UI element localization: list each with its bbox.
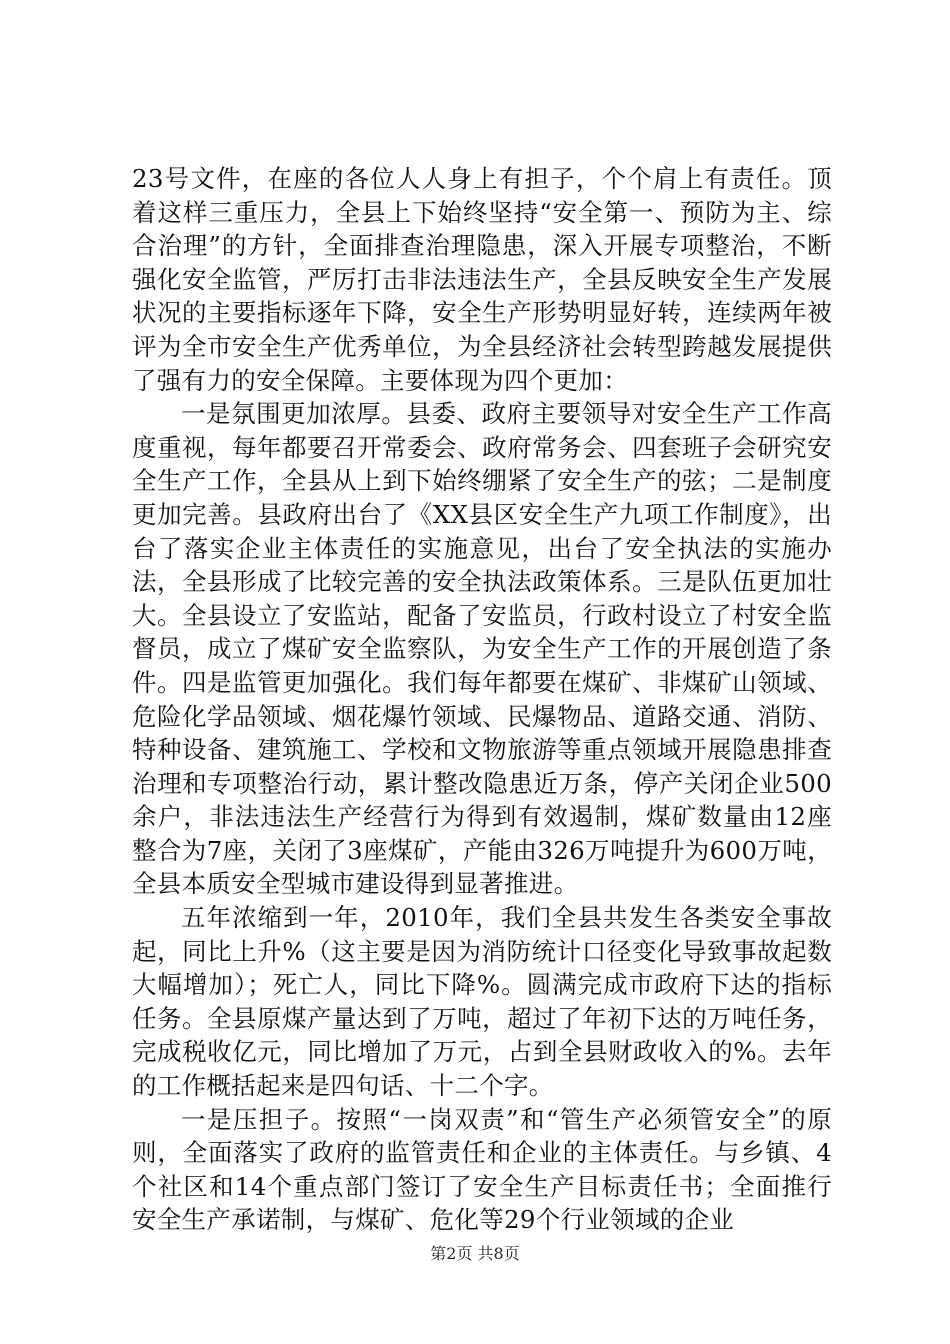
paragraph-3: 五年浓缩到一年，2010年，我们全县共发生各类安全事故起，同比上升%（这主要是因为消防统计口径变化导致事故起数大幅增加）；死亡人，同比下降%。圆满完成市政府下达的指标任务。全县原煤产量达到了万吨，超过了年初下达的万吨任务，完成税收亿元，同比增加了万元，占到全县财政收入的%。去年的工作概括起来是四句话、十二个字。 — [132, 903, 832, 1101]
paragraph-2: 一是氛围更加浓厚。县委、政府主要领导对安全生产工作高度重视，每年都要召开常委会、政府常务会、四套班子会研究安全生产工作，全县从上到下始终绷紧了安全生产的弦；二是制度更加完善。县政府出台了《XX县区安全生产九项工作制度》，出台了落实企业主体责任的实施意见，出台了安全执法的实施办法，全县形成了比较完善的安全执法政策体系。三是队伍更加壮大。全县设立了安监站，配备了安监员，行政村设立了村安全监督员，成立了煤矿安全监察队，为安全生产工作的开展创造了条件。四是监管更加强化。我们每年都要在煤矿、非煤矿山领域、危险化学品领域、烟花爆竹领域、民爆物品、道路交通、消防、特种设备、建筑施工、学校和文物旅游等重点领域开展隐患排查治理和专项整治行动，累计整改隐患近万条，停产关闭企业500余户，非法违法生产经营行为得到有效遏制，煤矿数量由12座整合为7座，关闭了3座煤矿，产能由326万吨提升为600万吨，全县本质安全型城市建设得到显著推进。 — [132, 399, 832, 899]
paragraph-1: 23号文件，在座的各位人人身上有担子，个个肩上有责任。顶着这样三重压力，全县上下始终坚持“安全第一、预防为主、综合治理”的方针，全面排查治理隐患，深入开展专项整治，不断强化安全监管，严厉打击非法违法生产，全县反映安全生产发展状况的主要指标逐年下降，安全生产形势明显好转，连续两年被评为全市安全生产优秀单位，为全县经济社会转型跨越发展提供了强有力的安全保障。主要体现为四个更加： — [132, 164, 832, 395]
paragraph-4: 一是压担子。按照“一岗双责”和“管生产必须管安全”的原则，全面落实了政府的监管责任和企业的主体责任。与乡镇、4个社区和14个重点部门签订了安全生产目标责任书；全面推行安全生产承诺制，与煤矿、危化等29个行业领域的企业 — [132, 1104, 832, 1235]
body-text — [132, 162, 832, 1237]
page-number-footer: 第2页 共8页 — [430, 1244, 520, 1263]
